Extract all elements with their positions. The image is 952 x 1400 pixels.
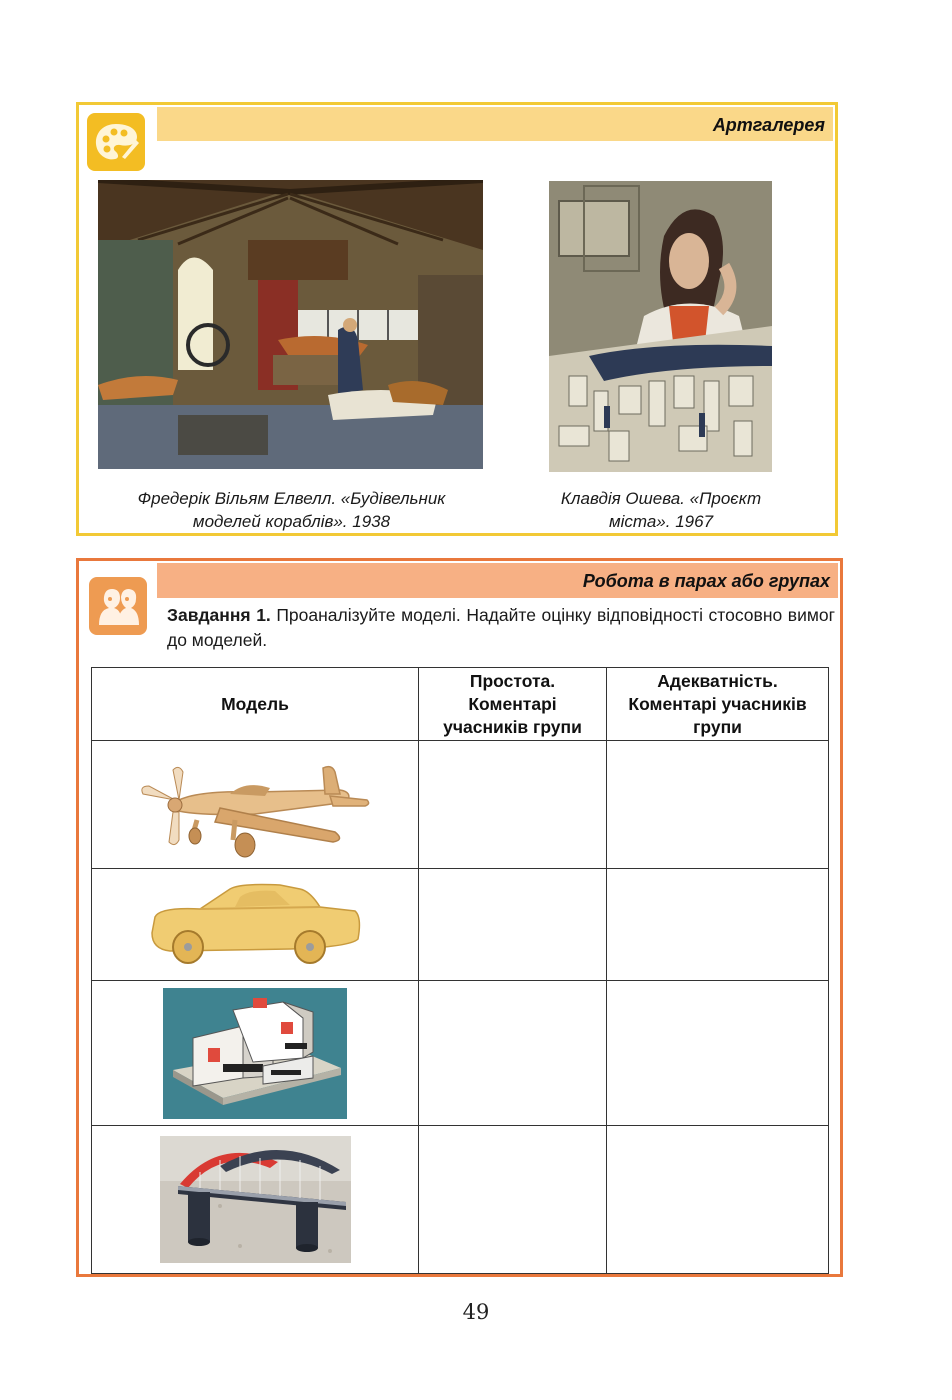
task-1-text — [167, 603, 835, 653]
models-table — [91, 667, 829, 1274]
painting-1-caption-line2: моделей кораблів». 1938 — [192, 512, 391, 531]
table-row — [92, 869, 829, 981]
painting-city-project — [549, 181, 772, 472]
painting-2-caption-line1: Клавдія Ошева. «Проєкт — [560, 489, 762, 508]
task-1-description: Проаналізуйте моделі. Надайте оцінку відповідності стосовно вимог до моделей. — [167, 605, 835, 650]
table-row — [92, 741, 829, 869]
model-cell — [92, 741, 419, 869]
bridge-model-image — [92, 1136, 418, 1263]
two-people-icon — [89, 577, 147, 635]
adequacy-comment-cell[interactable] — [607, 741, 829, 869]
model-cell — [92, 981, 419, 1126]
house-architectural-model-image — [92, 988, 418, 1119]
adequacy-comment-cell[interactable] — [607, 981, 829, 1126]
group-work-box — [76, 558, 843, 1277]
simplicity-comment-cell[interactable] — [419, 981, 607, 1126]
model-cell — [92, 869, 419, 981]
model-cell — [92, 1126, 419, 1274]
simplicity-comment-cell[interactable] — [419, 741, 607, 869]
painting-ship-model-builder — [98, 180, 483, 469]
simplicity-comment-cell[interactable] — [419, 1126, 607, 1274]
art-gallery-header — [157, 107, 833, 141]
painting-1-caption-line1: Фредерік Вільям Елвелл. «Будівельник — [137, 489, 446, 508]
palette-icon — [87, 113, 145, 171]
task-1-label: Завдання 1. — [167, 605, 271, 625]
table-header-row — [92, 668, 829, 741]
painting-2-caption-line2: міста». 1967 — [608, 512, 714, 531]
wooden-car-model-image — [92, 877, 418, 972]
painting-2-caption — [529, 487, 793, 533]
header-adequacy: Адекватність. Коментарі учасників групи — [607, 668, 829, 741]
adequacy-comment-cell[interactable] — [607, 869, 829, 981]
art-gallery-title: Артгалерея — [712, 115, 825, 135]
art-gallery-box — [76, 102, 838, 536]
table-row — [92, 1126, 829, 1274]
header-simplicity: Простота. Коментарі учасників групи — [419, 668, 607, 741]
header-model: Модель — [92, 668, 419, 741]
group-work-header — [157, 563, 838, 598]
simplicity-comment-cell[interactable] — [419, 869, 607, 981]
painting-1-caption — [99, 487, 484, 533]
adequacy-comment-cell[interactable] — [607, 1126, 829, 1274]
wooden-airplane-model-image — [92, 750, 418, 860]
table-row — [92, 981, 829, 1126]
page-number: 49 — [462, 1300, 490, 1324]
group-work-title: Робота в парах або групах — [582, 571, 830, 591]
